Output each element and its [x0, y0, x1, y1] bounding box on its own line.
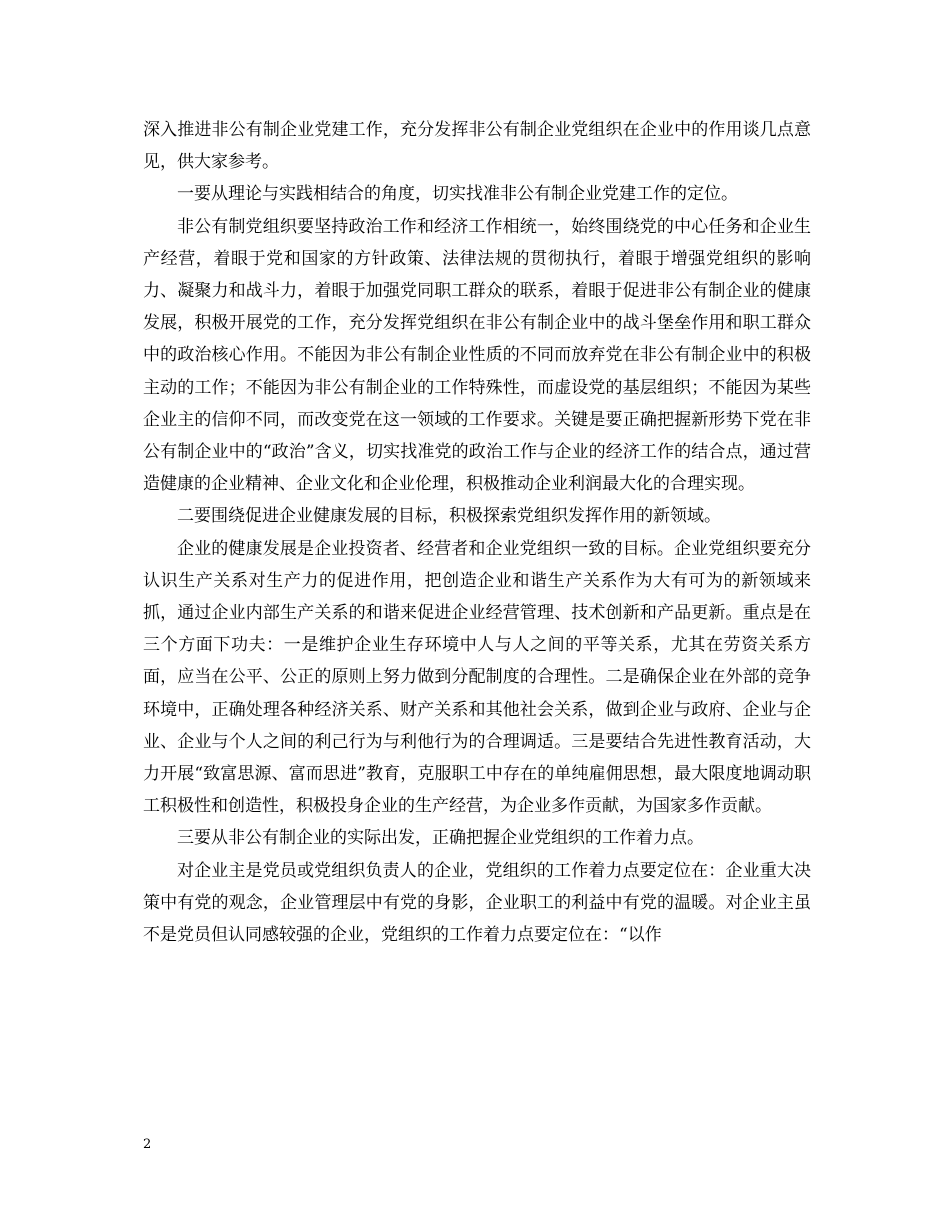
- page-number: 2: [143, 1137, 152, 1152]
- section-two-body: 企业的健康发展是企业投资者、经营者和企业党组织一致的目标。企业党组织要充分认识生产关系对生产力的促进作用，把创造企业和谐生产关系作为大有可为的新领域来抓，通过企业内部生产关系的和谐来促进企业经营管理、技术创新和产品更新。重点是在三个方面下功夫：一是维护企业生存环境中人与人之间的平等关系，尤其在劳资关系方面，应当在公平、公正的原则上努力做到分配制度的合理性。二是确保企业在外部的竞争环境中，正确处理各种经济关系、财产关系和其他社会关系，做到企业与政府、企业与企业、企业与个人之间的利己行为与利他行为的合理调适。三是要结合先进性教育活动，大力开展“致富思源、富而思进”教育，克服职工中存在的单纯雇佣思想，最大限度地调动职工积极性和创造性，积极投身企业的生产经营，为企业多作贡献，为国家多作贡献。: [143, 538, 811, 817]
- section-one-heading: 一要从理论与实践相结合的角度，切实找准非公有制企业党建工作的定位。: [177, 184, 738, 205]
- document-body: [143, 114, 811, 951]
- section-three-heading: 三要从非公有制企业的实际出发，正确把握企业党组织的工作着力点。: [177, 828, 704, 849]
- section-one-body: 非公有制党组织要坚持政治工作和经济工作相统一，始终围绕党的中心任务和企业生产经营，着眼于党和国家的方针政策、法律法规的贯彻执行，着眼于增强党组织的影响力、凝聚力和战斗力，着眼于加强党同职工群众的联系，着眼于促进非公有制企业的健康发展，积极开展党的工作，充分发挥党组织在非公有制企业中的战斗堡垒作用和职工群众中的政治核心作用。不能因为非公有制企业性质的不同而放弃党在非公有制企业中的积极主动的工作；不能因为非公有制企业的工作特殊性，而虚设党的基层组织；不能因为某些企业主的信仰不同，而改变党在这一领域的工作要求。关键是要正确把握新形势下党在非公有制企业中的“政治”含义，切实找准党的政治工作与企业的经济工作的结合点，通过营造健康的企业精神、企业文化和企业伦理，积极推动企业利润最大化的合理实现。: [143, 216, 811, 495]
- section-three-body: 对企业主是党员或党组织负责人的企业，党组织的工作着力点要定位在：企业重大决策中有党的观念，企业管理层中有党的身影，企业职工的利益中有党的温暖。对企业主虽不是党员但认同感较强的企业，党组织的工作着力点要定位在：“以作: [143, 860, 811, 946]
- section-two-heading: 二要围绕促进企业健康发展的目标，积极探索党组织发挥作用的新领域。: [177, 506, 721, 527]
- intro-paragraph: 深入推进非公有制企业党建工作，充分发挥非公有制企业党组织在企业中的作用谈几点意见，供大家参考。: [143, 120, 811, 173]
